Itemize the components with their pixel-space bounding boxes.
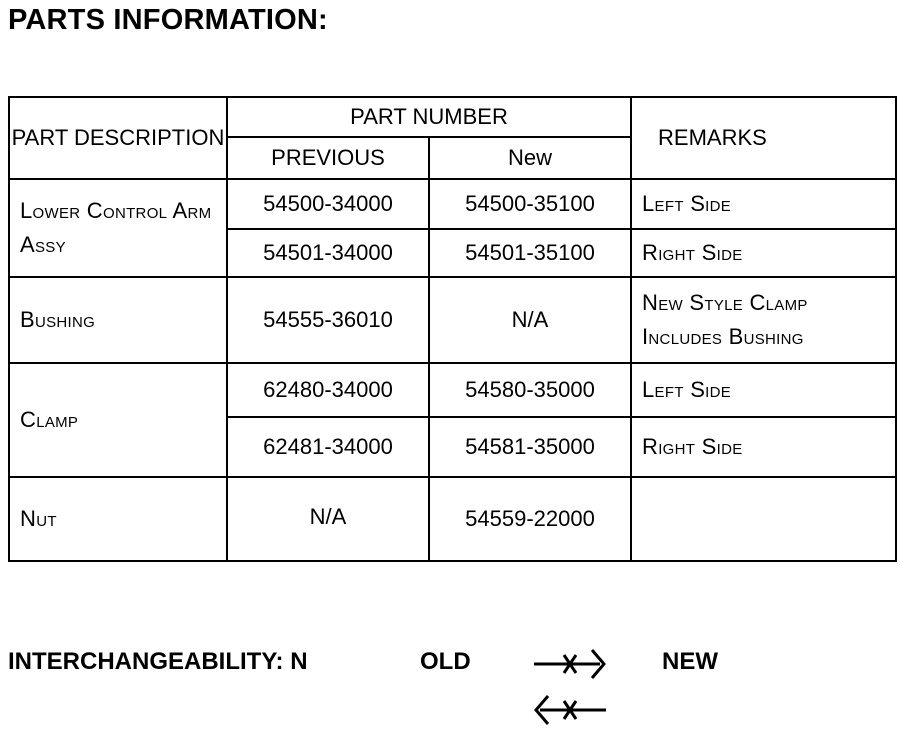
row-previous: 62481-34000 (227, 417, 429, 477)
row-description: Nut (9, 477, 227, 561)
row-new: 54500-35100 (429, 179, 631, 229)
row-remarks: Left Side (631, 179, 896, 229)
new-label: NEW (662, 648, 718, 675)
table-row (9, 477, 896, 561)
row-previous: 54501-34000 (227, 229, 429, 277)
row-remarks: Left Side (631, 363, 896, 417)
row-description: Clamp (9, 363, 227, 477)
row-previous: 54500-34000 (227, 179, 429, 229)
table-header-row (9, 97, 896, 137)
row-remarks: Right Side (631, 229, 896, 277)
row-previous: N/A (227, 477, 429, 561)
row-new: N/A (429, 277, 631, 363)
row-remarks: Right Side (631, 417, 896, 477)
parts-table (8, 96, 897, 562)
table-row (9, 277, 896, 363)
row-new: 54559-22000 (429, 477, 631, 561)
row-previous: 54555-36010 (227, 277, 429, 363)
row-new: 54501-35100 (429, 229, 631, 277)
old-label: OLD (420, 648, 471, 675)
header-part-description: PART DESCRIPTION (9, 97, 227, 179)
no-interchange-backward-arrow-icon (536, 696, 606, 724)
table-row (9, 363, 896, 417)
row-remarks (631, 477, 896, 561)
row-description: Lower Control Arm Assy (9, 179, 227, 277)
interchangeability-label: INTERCHANGEABILITY: N (8, 648, 308, 675)
header-part-number: PART NUMBER (227, 97, 631, 137)
row-description: Bushing (9, 277, 227, 363)
header-previous: PREVIOUS (227, 137, 429, 179)
page-title: PARTS INFORMATION: (8, 4, 328, 36)
row-new: 54581-35000 (429, 417, 631, 477)
header-new: New (429, 137, 631, 179)
table-row (9, 179, 896, 229)
row-new: 54580-35000 (429, 363, 631, 417)
no-interchange-forward-arrow-icon (534, 650, 604, 678)
interchange-arrows-icon (530, 640, 620, 732)
row-remarks: New Style Clamp Includes Bushing (631, 277, 896, 363)
row-previous: 62480-34000 (227, 363, 429, 417)
header-remarks: REMARKS (631, 97, 896, 179)
